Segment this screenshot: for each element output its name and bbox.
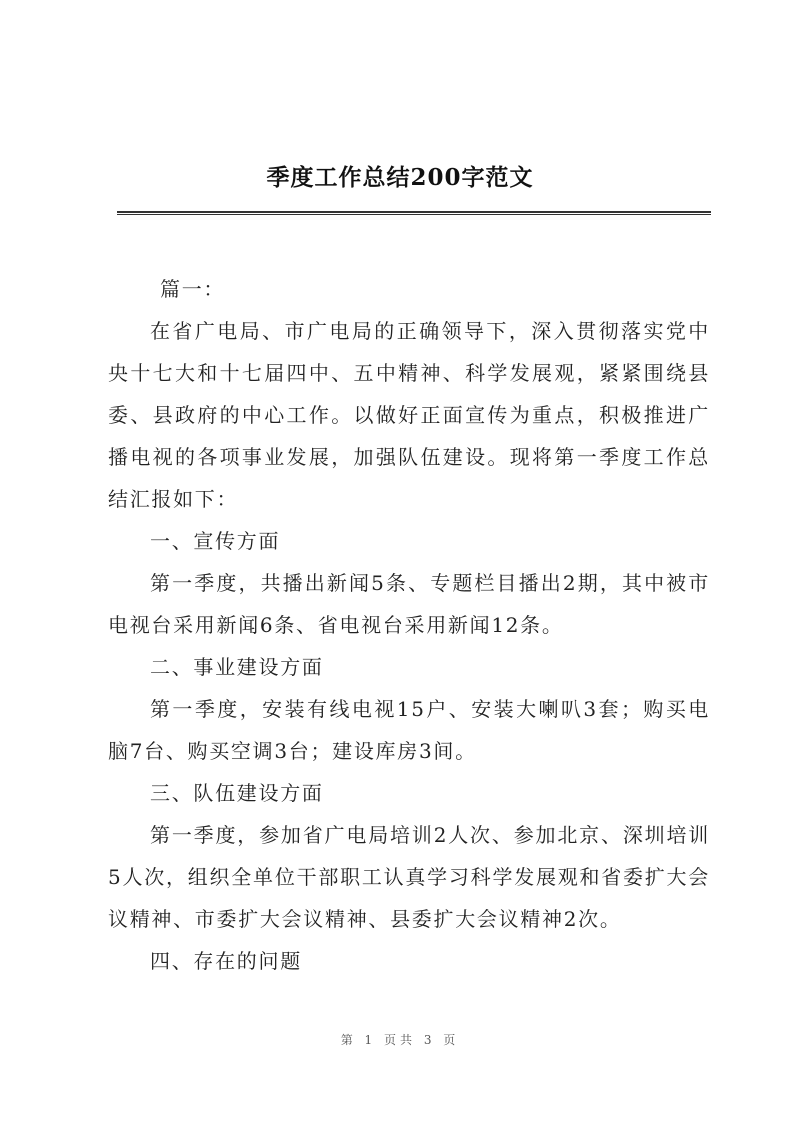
paragraph-team: 第一季度，参加省广电局培训2人次、参加北京、深圳培训5人次，组织全单位干部职工认真学习科学发展观和省委扩大会议精神、市委扩大会议精神、县委扩大会议精神2次。 [108,823,710,931]
document-body [108,268,710,982]
section-heading-team: 三、队伍建设方面 [150,781,324,805]
section-heading-problems: 四、存在的问题 [150,949,302,973]
title-divider [117,211,711,215]
page-title: 季度工作总结200字范文 [266,164,534,191]
paragraph-construction: 第一季度，安装有线电视15户、安装大喇叭3套；购买电脑7台、购买空调3台；建设库房3间。 [108,697,710,763]
intro-paragraph: 在省广电局、市广电局的正确领导下，深入贯彻落实党中央十七大和十七届四中、五中精神、科学发展观，紧紧围绕县委、县政府的中心工作。以做好正面宣传为重点，积极推进广播电视的各项事业发展，加强队伍建设。现将第一季度工作总结汇报如下： [108,319,710,511]
section-label: 篇一： [160,277,226,301]
section-heading-construction: 二、事业建设方面 [150,655,324,679]
page-footer: 第 1 页共 3 页 [340,1033,460,1047]
section-heading-publicity: 一、宣传方面 [150,529,281,553]
paragraph-publicity: 第一季度，共播出新闻5条、专题栏目播出2期，其中被市电视台采用新闻6条、省电视台采用新闻12条。 [108,571,710,637]
